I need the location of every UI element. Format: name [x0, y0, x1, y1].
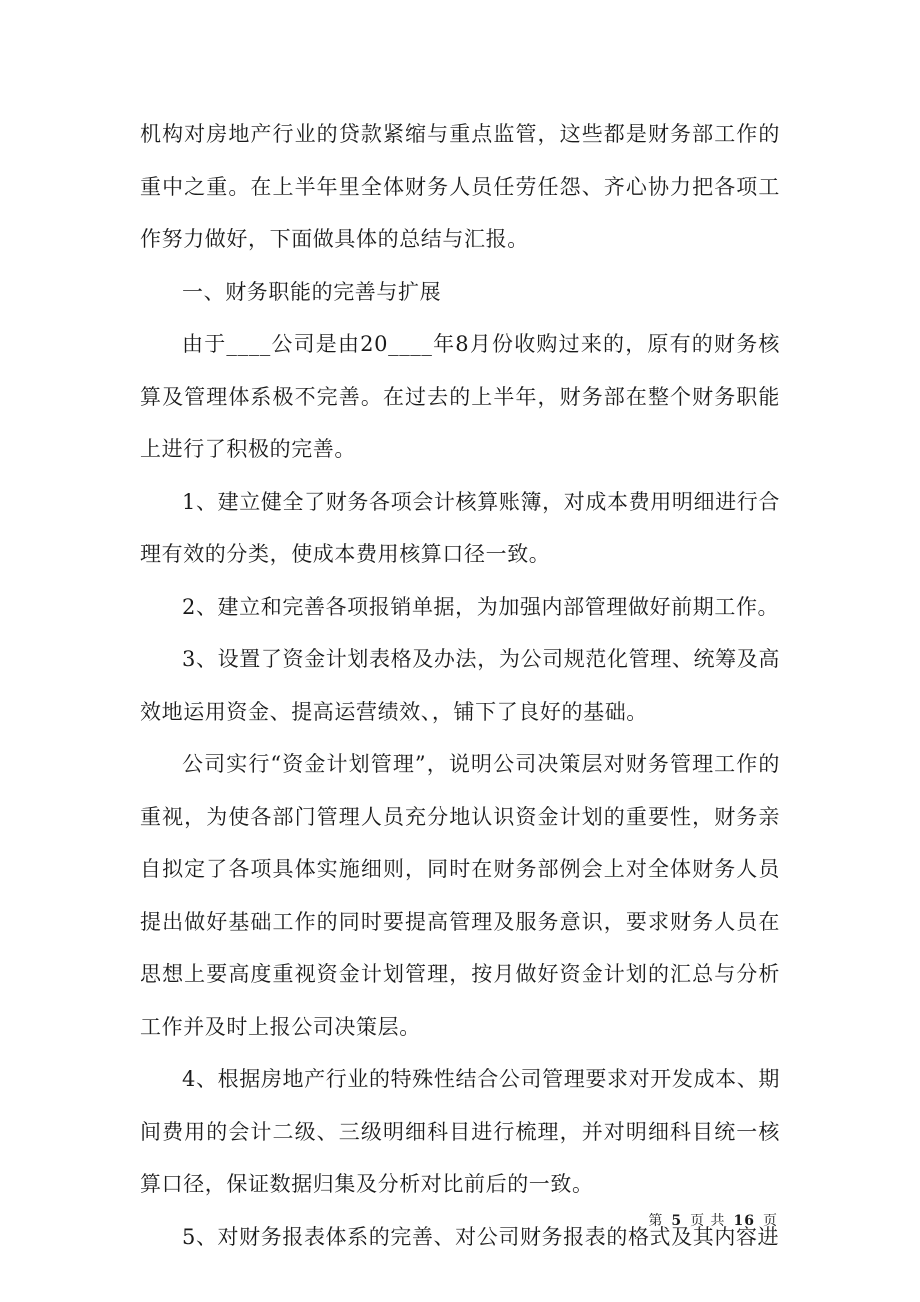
list-item-2: 2、建立和完善各项报销单据，为加强内部管理做好前期工作。: [182, 594, 780, 619]
list-item-5: 5、对财务报表体系的完善、对公司财务报表的格式及其内容进: [182, 1224, 780, 1249]
page-footer: [646, 1210, 780, 1230]
list-item-3: 3、设置了资金计划表格及办法，为公司规范化管理、统筹及高效地运用资金、提高运营绩效、，铺下了良好的基础。: [140, 647, 780, 724]
footer-prefix: 第: [648, 1213, 664, 1229]
paragraph-0: 机构对房地产行业的贷款紧缩与重点监管，这些都是财务部工作的重中之重。在上半年里全体财务人员任劳任怨、齐心协力把各项工作努力做好，下面做具体的总结与汇报。: [140, 122, 780, 251]
list-item-4: 4、根据房地产行业的特殊性结合公司管理要求对开发成本、期间费用的会计二级、三级明细科目进行梳理，并对明细科目统一核算口径，保证数据归集及分析对比前后的一致。: [140, 1067, 780, 1196]
total-page-number: 16: [733, 1213, 755, 1229]
paragraph-2: 由于____公司是由20____年8月份收购过来的，原有的财务核算及管理体系极不完善。在过去的上半年，财务部在整个财务职能上进行了积极的完善。: [140, 332, 780, 461]
current-page-number: 5: [671, 1213, 683, 1229]
document-body: [140, 108, 780, 1263]
footer-suffix: 页: [763, 1213, 778, 1229]
footer-middle: 页 共: [690, 1213, 726, 1229]
list-item-1: 1、建立健全了财务各项会计核算账簿，对成本费用明细进行合理有效的分类，使成本费用核算口径一致。: [140, 489, 780, 566]
paragraph-6: 公司实行“资金计划管理”，说明公司决策层对财务管理工作的重视，为使各部门管理人员充分地认识资金计划的重要性，财务亲自拟定了各项具体实施细则，同时在财务部例会上对全体财务人员提出做好基础工作的同时要提高管理及服务意识，要求财务人员在思想上要高度重视资金计划管理，按月做好资金计划的汇总与分析工作并及时上报公司决策层。: [140, 752, 780, 1039]
section-heading: 一、财务职能的完善与扩展: [182, 279, 442, 304]
